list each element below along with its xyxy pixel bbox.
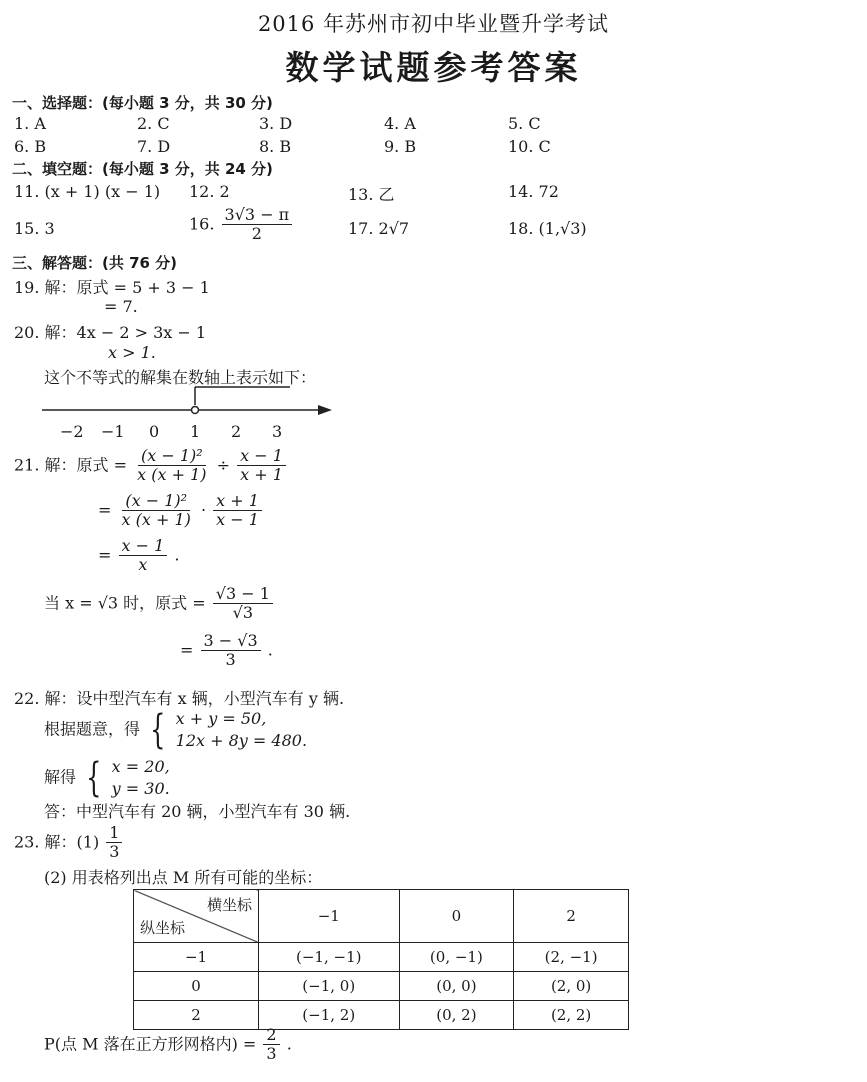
fraction-numerator: x − 1 (119, 537, 168, 556)
fraction-numerator: 1 (106, 824, 122, 843)
row-header: −1 (134, 943, 259, 972)
tick-label-neg2: −2 (60, 422, 84, 441)
table-cell: (−1, −1) (259, 943, 400, 972)
answer-12: 12. 2 (189, 182, 230, 201)
tick-label-2: 2 (231, 422, 242, 441)
q23-part1-fraction (106, 824, 122, 862)
q22-line1: 22. 解：设中型汽车有 x 辆，小型汽车有 y 辆. (14, 689, 345, 708)
answer-3: 3. D (259, 114, 293, 133)
q21-fraction-3 (119, 492, 194, 530)
period: . (267, 640, 273, 660)
answer-7: 7. D (137, 137, 171, 156)
q21-line5 (180, 632, 273, 670)
q19-line1: 19. 解：原式 = 5 + 3 − 1 (14, 278, 210, 297)
answer-17: 17. 2√7 (348, 219, 410, 238)
answer-10: 10. C (508, 137, 551, 156)
fraction-numerator: (x − 1)² (122, 492, 190, 511)
equals-sign: = (98, 545, 112, 565)
q22-solve-text: 解得 (44, 767, 77, 787)
answer-11: 11. (x + 1) (x − 1) (14, 182, 161, 201)
answer-6: 6. B (14, 137, 47, 156)
multiply-dot: · (200, 500, 207, 520)
fraction-denominator: x (138, 555, 148, 575)
fraction-numerator: 3 − √3 (201, 632, 261, 651)
answer-key-title: 数学试题参考答案 (285, 48, 582, 87)
q22-system (44, 708, 307, 752)
exam-title: 2016 年苏州市初中毕业暨升学考试 (257, 12, 610, 36)
probability-fraction (263, 1026, 279, 1064)
q21-fraction-4 (213, 492, 262, 530)
coordinate-table (133, 889, 629, 1030)
q22-answer: 答：中型汽车有 20 辆，小型汽车有 30 辆. (44, 802, 351, 821)
left-brace-icon: { (86, 755, 102, 801)
table-header-row (134, 890, 629, 943)
q21-prefix: 21. 解：原式 = (14, 455, 128, 475)
fraction-denominator: 3 (109, 842, 120, 862)
fraction-denominator: 3 (266, 1044, 277, 1064)
corner-label-horizontal: 横坐标 (206, 896, 252, 914)
fraction-numerator: 3√3 − π (222, 206, 293, 225)
fraction-numerator: x + 1 (213, 492, 262, 511)
number-line-arrow (318, 405, 332, 415)
equation-2: 12x + 8y = 480. (175, 731, 308, 750)
section-fill-heading: 二、填空题：(每小题 3 分，共 24 分) (12, 160, 273, 178)
table-corner-cell (134, 890, 259, 943)
table-row (134, 972, 629, 1001)
q20-line2: x > 1. (108, 343, 156, 362)
section-solve-heading: 三、解答题：(共 76 分) (12, 254, 178, 272)
table-cell: (2, 2) (514, 1001, 629, 1030)
column-header: −1 (259, 890, 400, 943)
q19-line2: = 7. (104, 297, 138, 316)
q21-fraction-1 (134, 447, 209, 485)
tick-label-0: 0 (149, 422, 160, 441)
column-header: 2 (514, 890, 629, 943)
equation-system (176, 708, 307, 752)
fraction-denominator: 2 (251, 224, 262, 244)
table-cell: (2, 0) (514, 972, 629, 1001)
number-line (36, 380, 336, 420)
q23-part1 (14, 824, 124, 862)
tick-label-3: 3 (272, 422, 283, 441)
answer-16-fraction (222, 206, 293, 244)
divide-sign: ÷ (216, 455, 230, 475)
corner-label-vertical: 纵坐标 (140, 919, 186, 937)
fraction-numerator: x − 1 (237, 447, 286, 466)
open-circle-at-1 (192, 407, 199, 414)
answer-15: 15. 3 (14, 219, 55, 238)
fraction-denominator: x (x + 1) (121, 510, 191, 530)
section-choice-heading: 一、选择题：(每小题 3 分，共 30 分) (12, 94, 273, 112)
answer-14: 14. 72 (508, 182, 559, 201)
answer-9: 9. B (384, 137, 417, 156)
q22-solution (44, 756, 170, 800)
q21-fraction-2 (237, 447, 286, 485)
q21-fraction-5 (119, 537, 168, 575)
table-cell: (0, 2) (399, 1001, 514, 1030)
left-brace-icon: { (150, 707, 166, 753)
solution-y: y = 30. (111, 779, 170, 798)
q21-line3 (98, 537, 179, 575)
fraction-numerator: 2 (263, 1026, 279, 1045)
q23-part2: (2) 用表格列出点 M 所有可能的坐标： (44, 868, 323, 887)
column-header: 0 (399, 890, 514, 943)
table-cell: (−1, 2) (259, 1001, 400, 1030)
tick-label-neg1: −1 (101, 422, 125, 441)
fraction-numerator: √3 − 1 (213, 585, 273, 604)
answer-4: 4. A (384, 114, 416, 133)
q21-line2 (98, 492, 264, 530)
q20-line1: 20. 解：4x − 2 > 3x − 1 (14, 323, 207, 342)
q20-line3: 这个不等式的解集在数轴上表示如下： (44, 368, 317, 387)
q23-part1-label: 23. 解：(1) (14, 832, 100, 852)
answer-16 (189, 206, 294, 244)
q21-substitution-text: 当 x = √3 时，原式 = (44, 593, 206, 613)
answer-16-label: 16. (189, 214, 215, 234)
q21-fraction-6 (213, 585, 273, 623)
fraction-denominator: x (x + 1) (137, 465, 207, 485)
fraction-denominator: √3 (232, 603, 253, 623)
answer-8: 8. B (259, 137, 292, 156)
solution-system (112, 756, 170, 800)
fraction-denominator: x + 1 (240, 465, 283, 485)
q22-setup-text: 根据题意，得 (44, 719, 141, 739)
solution-x: x = 20, (111, 757, 170, 776)
period: . (286, 1034, 292, 1054)
row-header: 0 (134, 972, 259, 1001)
q21-line1 (14, 447, 288, 485)
table-row (134, 943, 629, 972)
probability-expression: P(点 M 落在正方形网格内) = (44, 1034, 257, 1054)
q23-probability (44, 1026, 292, 1064)
period: . (174, 545, 180, 565)
answer-2: 2. C (137, 114, 170, 133)
q21-fraction-7 (201, 632, 261, 670)
equals-sign: = (98, 500, 112, 520)
table-cell: (0, −1) (399, 943, 514, 972)
fraction-denominator: x − 1 (216, 510, 259, 530)
fraction-numerator: (x − 1)² (138, 447, 206, 466)
answer-18: 18. (1,√3) (508, 219, 587, 238)
tick-label-1: 1 (190, 422, 201, 441)
row-header: 2 (134, 1001, 259, 1030)
table-cell: (2, −1) (514, 943, 629, 972)
answer-5: 5. C (508, 114, 541, 133)
table-cell: (0, 0) (399, 972, 514, 1001)
fraction-denominator: 3 (225, 650, 236, 670)
answer-13: 13. 乙 (348, 185, 395, 204)
answer-1: 1. A (14, 114, 46, 133)
q21-line4 (44, 585, 275, 623)
table-cell: (−1, 0) (259, 972, 400, 1001)
equation-1: x + y = 50, (175, 709, 267, 728)
equals-sign: = (180, 640, 194, 660)
